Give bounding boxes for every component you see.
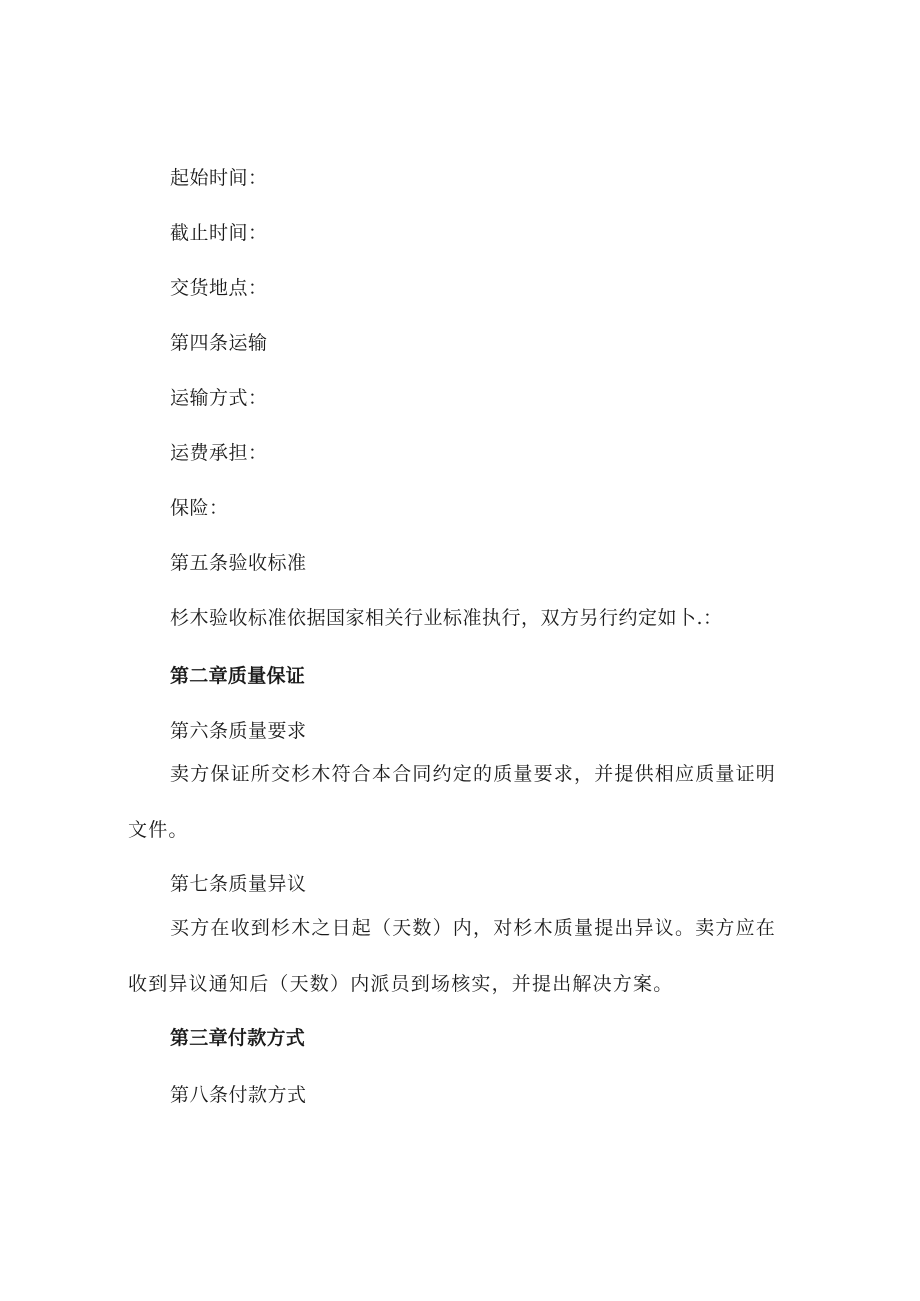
- quality-objection-paragraph: [128, 900, 780, 1012]
- article-7-title: 第七条质量异议: [170, 873, 307, 895]
- quality-requirement-paragraph: [128, 746, 780, 858]
- article-4-title: 第四条运输: [170, 332, 268, 354]
- transport-mode-label: 运输方式：: [170, 387, 268, 409]
- end-time-label: 截止时间：: [170, 222, 268, 244]
- article-5-title: 第五条验收标准: [170, 552, 307, 574]
- article-8-title: 第八条付款方式: [170, 1084, 307, 1106]
- chapter-2-heading: 第二章质量保证: [170, 665, 306, 687]
- acceptance-standard-text: 杉木验收标准依据国家相关行业标准执行，双方另行约定如卜.：: [170, 607, 723, 629]
- quality-requirement-text: 卖方保证所交杉木符合本合同约定的质量要求，并提供相应质量证明文件。: [128, 763, 777, 841]
- delivery-place-label: 交货地点：: [170, 277, 268, 299]
- freight-label: 运费承担：: [170, 442, 268, 464]
- start-time-label: 起始时间：: [170, 167, 268, 189]
- article-6-title: 第六条质量要求: [170, 720, 307, 742]
- chapter-3-heading: 第三章付款方式: [170, 1027, 306, 1049]
- insurance-label: 保险：: [170, 497, 229, 519]
- quality-objection-text: 买方在收到杉木之日起（天数）内，对杉木质量提出异议。卖方应在收到异议通知后（天数）内派员到场核实，并提出解决方案。: [128, 917, 777, 995]
